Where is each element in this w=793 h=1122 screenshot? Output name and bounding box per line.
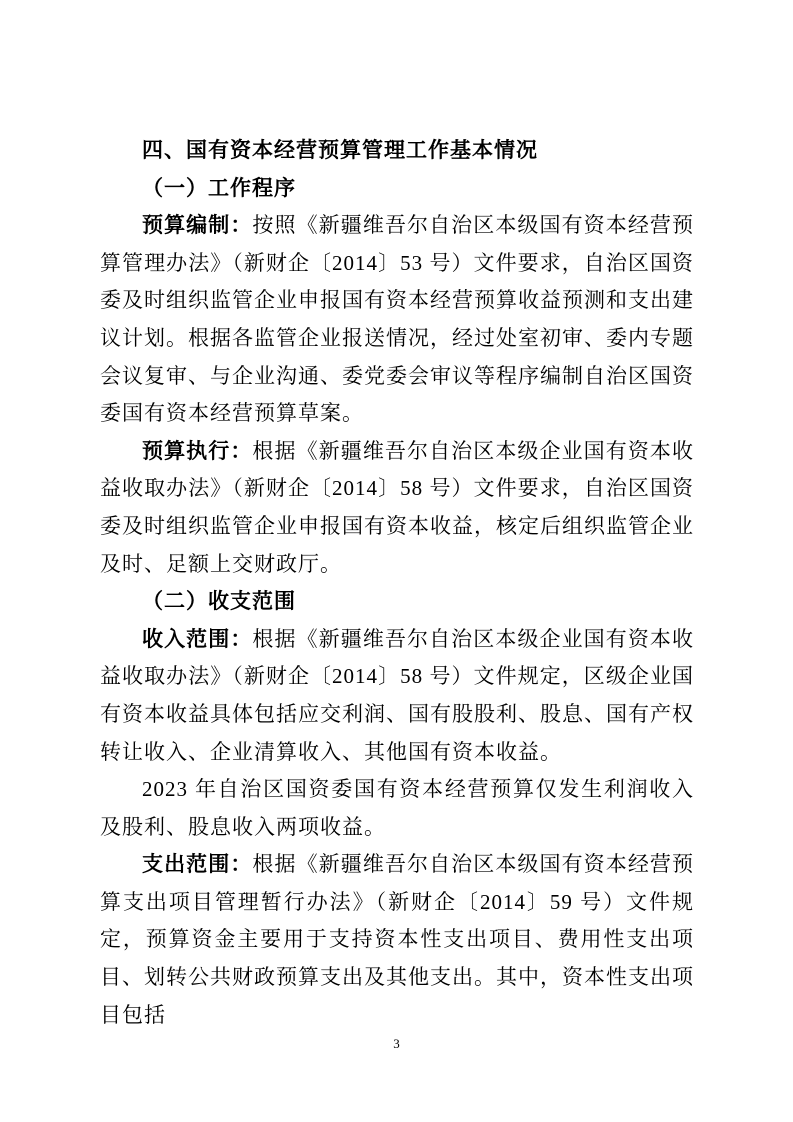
paragraph-2023-income bbox=[100, 771, 694, 846]
paragraph-income-scope bbox=[100, 621, 694, 771]
paragraph-text-2023-income: 2023 年自治区国资委国有资本经营预算仅发生利润收入及股利、股息收入两项收益。 bbox=[100, 777, 694, 839]
page-number: 3 bbox=[393, 1036, 400, 1051]
subsection-heading-work-procedure: （一）工作程序 bbox=[142, 175, 296, 200]
paragraph-text-income-scope: 根据《新疆维吾尔自治区本级企业国有资本收益收取办法》（新财企〔2014〕58 号）文件规定，区级企业国有资本收益具体包括应交利润、国有股股利、股息、国有产权转让收入、企业清算收入、其他国有资本收益。 bbox=[100, 626, 695, 764]
paragraph-label-income-scope: 收入范围： bbox=[142, 626, 253, 651]
paragraph-text-budget-compilation: 按照《新疆维吾尔自治区本级国有资本经营预算管理办法》（新财企〔2014〕53 号）文件要求，自治区国资委及时组织监管企业申报国有资本经营预算收益预测和支出建议计划。根据各监管企业报送情况，经过处室初审、委内专题会议复审、与企业沟通、委党委会审议等程序编制自治区国资委国有资本经营预算草案。 bbox=[100, 213, 695, 426]
paragraph-label-expenditure-scope: 支出范围： bbox=[142, 852, 253, 877]
paragraph-label-budget-compilation: 预算编制： bbox=[142, 213, 253, 238]
paragraph-budget-compilation bbox=[100, 207, 694, 433]
paragraph-expenditure-scope bbox=[100, 846, 694, 1034]
section-heading: 四、国有资本经营预算管理工作基本情况 bbox=[142, 139, 538, 162]
paragraph-label-budget-execution: 预算执行： bbox=[142, 438, 253, 463]
subsection-heading-revenue-expenditure-scope: （二）收支范围 bbox=[142, 589, 296, 614]
document-body bbox=[100, 132, 694, 1034]
paragraph-text-budget-execution: 根据《新疆维吾尔自治区本级企业国有资本收益收取办法》（新财企〔2014〕58 号）文件要求，自治区国资委及时组织监管企业申报国有资本收益，核定后组织监管企业及时、足额上交财政厅。 bbox=[100, 438, 695, 576]
paragraph-budget-execution bbox=[100, 433, 694, 583]
paragraph-text-expenditure-scope: 根据《新疆维吾尔自治区本级国有资本经营预算支出项目管理暂行办法》（新财企〔2014〕59 号）文件规定，预算资金主要用于支持资本性支出项目、费用性支出项目、划转公共财政预算支出及其他支出。其中，资本性支出项目包括 bbox=[100, 852, 695, 1027]
